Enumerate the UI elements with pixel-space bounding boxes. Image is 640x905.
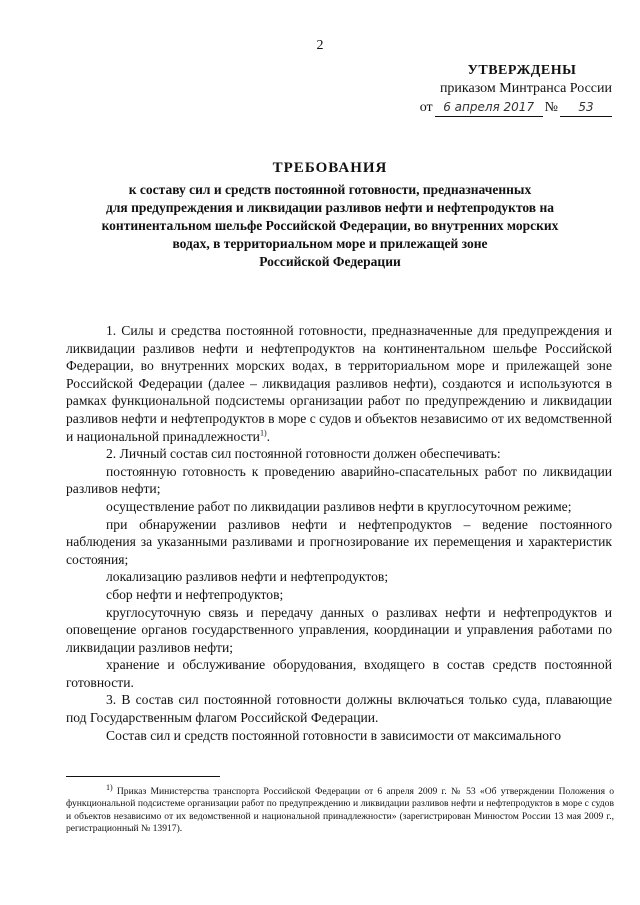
list-item: круглосуточную связь и передачу данных о разливах нефти и нефтепродуктов и оповещение органов государственного управления, координации и управления работами по ликвидации разливов нефти; xyxy=(66,604,612,655)
footnote-reference[interactable]: 1) xyxy=(259,428,267,438)
handwritten-number: 53 xyxy=(560,98,612,117)
document-subtitle xyxy=(60,181,600,271)
document-title: ТРЕБОВАНИЯ xyxy=(272,160,388,176)
paragraph-1: 1. Силы и средства постоянной готовности, предназначенные для предупреждения и ликвидации разливов нефти и нефтепродуктов на континентальном шельфе Российской Федерации, во внутренних морских водах, в территориальном море и прилежащей зоне Российской Федерации (далее – ликвидация разливов нефти), создаются и используются в рамках функциональной подсистемы организации работ по предупреждению и ликвидации разливов нефти и нефтепродуктов в море с судов и объектов независимо от их ведомственной и национальной принадлежности$^{1)}$. xyxy=(66,323,612,444)
list-item: хранение и обслуживание оборудования, входящего в состав средств постоянной готовности. xyxy=(66,657,612,690)
document-body xyxy=(66,322,612,744)
paragraph-3: 3. В состав сил постоянной готовности должны включаться только суда, плавающие под Государственным флагом Российской Федерации. xyxy=(66,692,612,726)
date-prefix: от xyxy=(419,100,433,115)
number-prefix: № xyxy=(544,100,558,115)
page-number: 2 xyxy=(316,38,324,53)
subtitle-line: водах, в территориальном море и прилежащей зоне xyxy=(172,236,488,251)
footnote-text: Приказ Министерства транспорта Российской Федерации от 6 апреля 2009 г. № 53 «Об утверждении Положения о функциональной подсистеме организации работ по предупреждению и ликвидации разливов нефти и нефтепродуктов в море с судов и объектов независимо от их ведомственной и национальной принадлежности» (зарегистрирован Минюстом России 13 мая 2009 г., регистрационный № 13917). xyxy=(66,786,614,835)
paragraph-2: 2. Личный состав сил постоянной готовности должен обеспечивать: xyxy=(106,446,501,462)
paragraph-1-text: 1. Силы и средства постоянной готовности, предназначенные для предупреждения и ликвидации разливов нефти и нефтепродуктов на континентальном шельфе Российской Федерации, во внутренних морских водах, в территориальном море и прилежащей зоне Российской Федерации (далее – ликвидация разливов нефти), создаются и используются в рамках функциональной подсистемы организации работ по предупреждению и ликвидации разливов нефти и нефтепродуктов в море с судов и объектов независимо от их ведомственной и национальной принадлежности xyxy=(66,323,612,444)
list-item: постоянную готовность к проведению аварийно-спасательных работ по ликвидации разливов нефти; xyxy=(66,463,612,497)
subtitle-line: к составу сил и средств постоянной готовности, предназначенных xyxy=(128,182,532,197)
footnote xyxy=(66,782,614,836)
document-heading xyxy=(60,160,600,271)
list-item: осуществление работ по ликвидации разливов нефти в круглосуточном режиме; xyxy=(106,498,572,514)
subtitle-line: Российской Федерации xyxy=(259,254,401,269)
approval-order-line: приказом Минтранса России xyxy=(439,81,612,96)
handwritten-date: 6 апреля 2017 xyxy=(435,98,543,117)
approval-date-number-line xyxy=(392,98,612,117)
approval-title: УТВЕРЖДЕНЫ xyxy=(467,63,577,78)
list-item: локализацию разливов нефти и нефтепродуктов; xyxy=(106,569,389,585)
footnote-divider xyxy=(66,776,220,777)
subtitle-line: для предупреждения и ликвидации разливов нефти и нефтепродуктов на xyxy=(105,200,555,215)
subtitle-line: континентальном шельфе Российской Федерации, во внутренних морских xyxy=(101,218,559,233)
approval-stamp xyxy=(392,62,612,117)
list-item: при обнаружении разливов нефти и нефтепродуктов – ведение постоянного наблюдения за указанными разливами и прогнозирование их перемещения и характеристик состояния; xyxy=(66,516,612,567)
paragraph-continuation: Состав сил и средств постоянной готовности в зависимости от максимального xyxy=(106,727,562,743)
list-item: сбор нефти и нефтепродуктов; xyxy=(106,586,284,602)
footnote-marker: 1) xyxy=(106,782,113,792)
